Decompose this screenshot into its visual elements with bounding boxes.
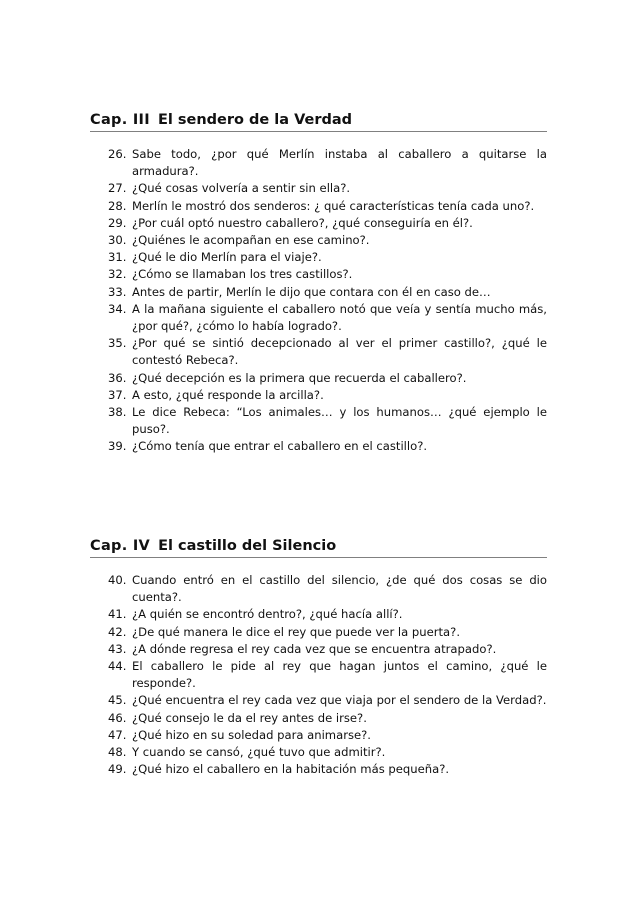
question-number: 38. — [108, 405, 127, 420]
question-number: 37. — [108, 387, 127, 402]
question-number: 41. — [108, 607, 127, 622]
question-number: 28. — [108, 198, 127, 213]
question-text: ¿Cómo se llamaban los tres castillos?. — [132, 267, 353, 282]
question-text: ¿A dónde regresa el rey cada vez que se encuentra atrapado?. — [132, 641, 497, 656]
chapter-title: El castillo del Silencio — [158, 538, 337, 554]
question-item — [108, 215, 547, 232]
question-item — [108, 249, 547, 266]
question-number: 48. — [108, 745, 127, 760]
question-number: 35. — [108, 336, 127, 351]
question-item — [108, 641, 547, 658]
question-number: 32. — [108, 267, 127, 282]
question-number: 40. — [108, 573, 127, 587]
question-list — [90, 146, 547, 456]
question-text: ¿De qué manera le dice el rey que puede ver la puerta?. — [132, 624, 460, 639]
question-number: 29. — [108, 215, 127, 230]
question-number: 27. — [108, 181, 127, 196]
question-text: Merlín le mostró dos senderos: ¿ qué características tenía cada uno?. — [132, 198, 535, 213]
question-number: 45. — [108, 693, 127, 708]
chapter-heading — [90, 111, 547, 132]
question-number: 31. — [108, 250, 127, 265]
question-text: Cuando entró en el castillo del silencio, ¿de qué dos cosas se dio cuenta?. — [132, 573, 547, 605]
question-number: 44. — [108, 659, 127, 674]
chapter-section — [90, 111, 547, 456]
question-item — [108, 692, 547, 709]
question-item — [108, 438, 547, 455]
question-item — [108, 404, 547, 438]
question-text: ¿Qué hizo en su soledad para animarse?. — [132, 727, 371, 742]
question-text: ¿Por qué se sintió decepcionado al ver el primer castillo?, ¿qué le contestó Rebeca?. — [132, 336, 547, 368]
question-number: 42. — [108, 624, 127, 639]
chapter-section — [90, 537, 547, 778]
question-item — [108, 606, 547, 623]
question-text: ¿Qué encuentra el rey cada vez que viaja por el sendero de la Verdad?. — [132, 693, 547, 708]
question-number: 47. — [108, 727, 127, 742]
question-number: 39. — [108, 439, 127, 454]
question-number: 49. — [108, 762, 127, 777]
question-item — [108, 146, 547, 180]
question-item — [108, 710, 547, 727]
question-text: ¿Qué le dio Merlín para el viaje?. — [132, 250, 322, 265]
question-text: Y cuando se cansó, ¿qué tuvo que admitir?. — [132, 745, 386, 760]
question-item — [108, 335, 547, 369]
question-item — [108, 301, 547, 335]
question-item — [108, 572, 547, 606]
question-number: 46. — [108, 710, 127, 725]
question-text: A la mañana siguiente el caballero notó que veía y sentía mucho más, ¿por qué?, ¿cómo lo había logrado?. — [132, 301, 547, 334]
question-item — [108, 232, 547, 249]
question-number: 30. — [108, 233, 127, 248]
question-number: 34. — [108, 301, 127, 316]
question-text: ¿Cómo tenía que entrar el caballero en el castillo?. — [132, 439, 428, 454]
question-item — [108, 761, 547, 778]
question-item — [108, 658, 547, 692]
question-text: ¿Qué decepción es la primera que recuerda el caballero?. — [132, 370, 467, 385]
question-number: 43. — [108, 641, 127, 656]
question-item — [108, 370, 547, 387]
question-text: ¿Por cuál optó nuestro caballero?, ¿qué conseguiría en él?. — [132, 215, 473, 230]
chapter-number: Cap. IV — [90, 538, 151, 554]
question-text: ¿Qué cosas volvería a sentir sin ella?. — [132, 181, 351, 196]
question-text: Le dice Rebeca: “Los animales… y los humanos… ¿qué ejemplo le puso?. — [132, 405, 547, 437]
question-text: A esto, ¿qué responde la arcilla?. — [132, 387, 324, 402]
question-number: 33. — [108, 284, 127, 299]
question-item — [108, 198, 547, 215]
question-item — [108, 387, 547, 404]
question-text: Sabe todo, ¿por qué Merlín instaba al caballero a quitarse la armadura?. — [132, 147, 547, 179]
question-list — [90, 572, 547, 778]
question-item — [108, 180, 547, 197]
question-text: ¿Qué hizo el caballero en la habitación más pequeña?. — [132, 762, 450, 777]
chapter-heading — [90, 537, 547, 558]
question-item — [108, 624, 547, 641]
question-item — [108, 744, 547, 761]
question-text: ¿A quién se encontró dentro?, ¿qué hacía allí?. — [132, 607, 403, 622]
question-item — [108, 284, 547, 301]
question-number: 36. — [108, 370, 127, 385]
question-text: El caballero le pide al rey que hagan juntos el camino, ¿qué le responde?. — [132, 659, 547, 691]
chapter-number: Cap. III — [90, 112, 150, 128]
chapter-title: El sendero de la Verdad — [157, 112, 353, 128]
question-item — [108, 266, 547, 283]
question-text: ¿Qué consejo le da el rey antes de irse?. — [132, 710, 367, 725]
question-number: 26. — [108, 147, 127, 161]
question-text: ¿Quiénes le acompañan en ese camino?. — [132, 233, 370, 248]
question-text: Antes de partir, Merlín le dijo que contara con él en caso de… — [132, 284, 491, 299]
question-item — [108, 727, 547, 744]
